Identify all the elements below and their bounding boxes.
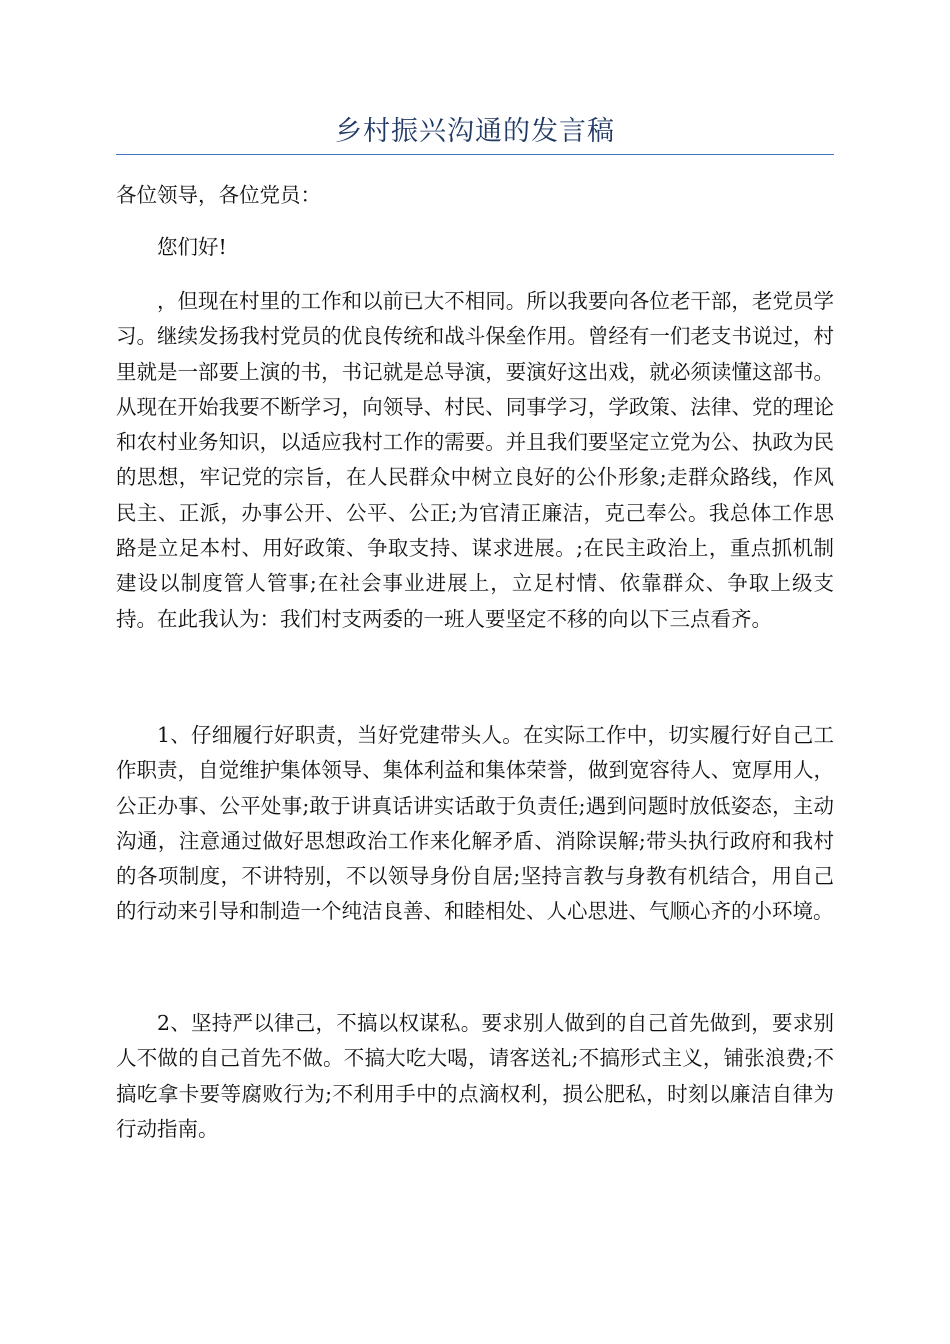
greeting: 您们好!	[157, 235, 227, 259]
title-underline	[116, 154, 834, 155]
salutation: 各位领导，各位党员：	[116, 183, 321, 207]
paragraph-point-2: 2、坚持严以律己，不搞以权谋私。要求别人做到的自己首先做到，要求别人不做的自己首先不做。不搞大吃大喝，请客送礼;不搞形式主义，铺张浪费;不搞吃拿卡要等腐败行为;不利用手中的点滴权利，损公肥私，时刻以廉洁自律为行动指南。	[116, 1011, 834, 1141]
paragraph-intro: ，但现在村里的工作和以前已大不相同。所以我要向各位老干部，老党员学习。继续发扬我村党员的优良传统和战斗保垒作用。曾经有一们老支书说过，村里就是一部要上演的书，书记就是总导演，要演好这出戏，就必须读懂这部书。从现在开始我要不断学习，向领导、村民、同事学习，学政策、法律、党的理论和农村业务知识，以适应我村工作的需要。并且我们要坚定立党为公、执政为民的思想，牢记党的宗旨，在人民群众中树立良好的公仆形象;走群众路线，作风民主、正派，办事公开、公平、公正;为官清正廉洁，克己奉公。我总体工作思路是立足本村、用好政策、争取支持、谋求进展。;在民主政治上，重点抓机制建设以制度管人管事;在社会事业进展上，立足村情、依靠群众、争取上级支持。在此我认为：我们村支两委的一班人要坚定不移的向以下三点看齐。	[116, 289, 834, 631]
document-title: 乡村振兴沟通的发言稿	[335, 116, 615, 147]
paragraph-point-1: 1、仔细履行好职责，当好党建带头人。在实际工作中，切实履行好自己工作职责，自觉维护集体领导、集体利益和集体荣誉，做到宽容待人、宽厚用人，公正办事、公平处事;敢于讲真话讲实话敢于负责任;遇到问题时放低姿态，主动沟通，注意通过做好思想政治工作来化解矛盾、消除误解;带头执行政府和我村的各项制度，不讲特别，不以领导身份自居;坚持言教与身教有机结合，用自己的行动来引导和制造一个纯洁良善、和睦相处、人心思进、气顺心齐的小环境。	[116, 723, 834, 924]
